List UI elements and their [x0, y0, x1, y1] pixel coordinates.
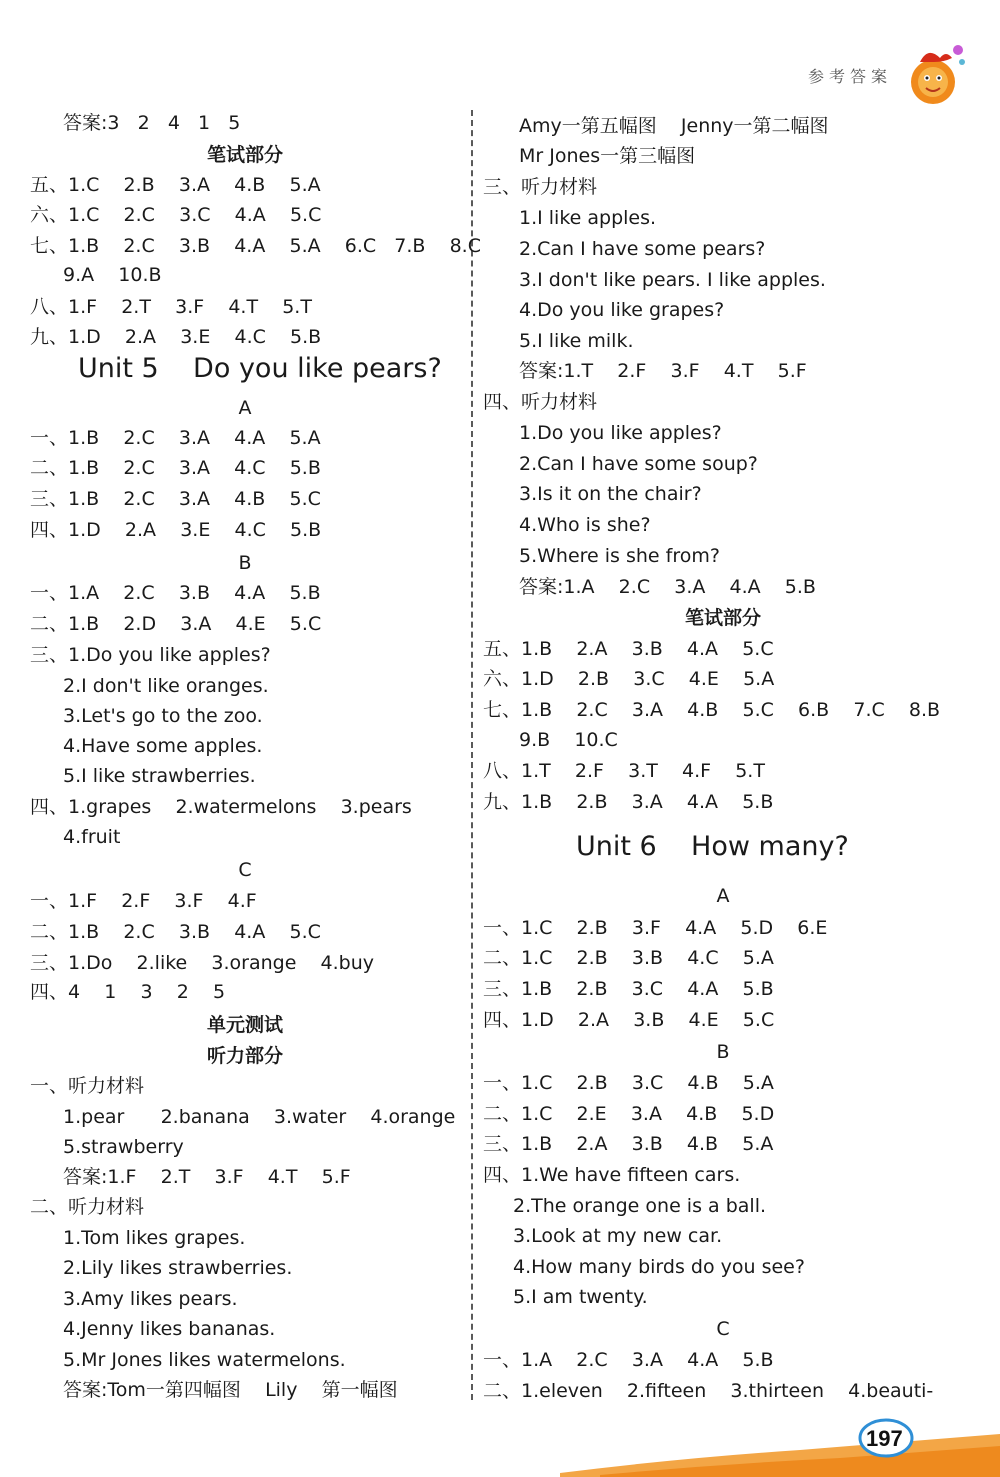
left-line: 八、1.F 2.T 3.F 4.T 5.T [30, 296, 312, 318]
left-line: A [238, 397, 252, 419]
left-line: 一、1.F 2.F 3.F 4.F [30, 890, 257, 912]
left-line: 1.Tom likes grapes. [63, 1227, 246, 1249]
left-line: 二、1.B 2.C 3.B 4.A 5.C [30, 921, 321, 943]
left-line: B [238, 552, 252, 574]
left-line: 一、1.A 2.C 3.B 4.A 5.B [30, 582, 321, 604]
right-line: Mr Jones一第三幅图 [519, 145, 696, 167]
page-number: 197 [866, 1426, 903, 1451]
right-line: 5.I am twenty. [513, 1286, 648, 1308]
right-line: 四、1.We have fifteen cars. [483, 1164, 741, 1186]
unit-title: Unit 5 Do you like pears? [78, 353, 442, 384]
left-line: 答案:3 2 4 1 5 [63, 112, 241, 134]
unit-title: Unit 6 How many? [576, 831, 849, 862]
right-line: 1.I like apples. [519, 207, 657, 229]
left-line: 单元测试 [206, 1014, 283, 1036]
right-line: 三、1.B 2.A 3.B 4.B 5.A [483, 1133, 774, 1155]
right-line: 3.Is it on the chair? [519, 483, 702, 505]
right-line: 3.I don't like pears. I like apples. [519, 269, 826, 291]
right-line: 六、1.D 2.B 3.C 4.E 5.A [483, 668, 775, 690]
right-line: 一、1.A 2.C 3.A 4.A 5.B [483, 1349, 774, 1371]
right-line: 4.Do you like grapes? [519, 299, 725, 321]
left-line: 3.Let's go to the zoo. [63, 705, 263, 727]
left-line: 四、1.D 2.A 3.E 4.C 5.B [30, 519, 322, 541]
right-line: 二、1.C 2.E 3.A 4.B 5.D [483, 1103, 775, 1125]
left-line: 二、1.B 2.C 3.A 4.C 5.B [30, 457, 321, 479]
left-line: 六、1.C 2.C 3.C 4.A 5.C [30, 204, 322, 226]
left-line: 5.Mr Jones likes watermelons. [63, 1349, 346, 1371]
right-line: 答案:1.A 2.C 3.A 4.A 5.B [519, 576, 816, 598]
right-line: Amy一第五幅图 Jenny一第二幅图 [519, 115, 829, 137]
left-line: 3.Amy likes pears. [63, 1288, 238, 1310]
right-line: 笔试部分 [684, 607, 761, 629]
left-line: 三、1.Do 2.like 3.orange 4.buy [30, 952, 375, 974]
column-divider [471, 110, 473, 1400]
right-line: 三、1.B 2.B 3.C 4.A 5.B [483, 978, 774, 1000]
right-line: 2.Can I have some pears? [519, 238, 766, 260]
left-line: 4.Jenny likes bananas. [63, 1318, 276, 1340]
left-line: 笔试部分 [206, 144, 283, 166]
right-line: 三、听力材料 [483, 176, 598, 198]
left-line: 四、4 1 3 2 5 [30, 981, 226, 1003]
left-line: 4.fruit [63, 826, 121, 848]
left-line: 9.A 10.B [63, 264, 162, 286]
header-label: 参考答案 [808, 67, 893, 86]
left-line: 5.strawberry [63, 1136, 184, 1158]
right-line: 四、听力材料 [483, 391, 598, 413]
right-line: 3.Look at my new car. [513, 1225, 723, 1247]
left-line: C [238, 859, 252, 881]
right-line: 一、1.C 2.B 3.C 4.B 5.A [483, 1072, 774, 1094]
right-line: 七、1.B 2.C 3.A 4.B 5.C 6.B 7.C 8.B [483, 699, 941, 721]
left-line: 七、1.B 2.C 3.B 4.A 5.A 6.C 7.B 8.C [30, 235, 481, 257]
left-line: 一、听力材料 [30, 1075, 145, 1097]
left-line: 答案:Tom一第四幅图 Lily 第一幅图 [63, 1379, 398, 1401]
right-line: 二、1.eleven 2.fifteen 3.thirteen 4.beauti- [483, 1380, 934, 1402]
right-line: 九、1.B 2.B 3.A 4.A 5.B [483, 791, 774, 813]
left-line: 五、1.C 2.B 3.A 4.B 5.A [30, 174, 321, 196]
left-line: 1.pear 2.banana 3.water 4.orange [63, 1106, 456, 1128]
right-line: B [716, 1041, 730, 1063]
left-line: 三、1.B 2.C 3.A 4.B 5.C [30, 488, 321, 510]
right-line: 4.How many birds do you see? [513, 1256, 805, 1278]
right-line: 5.I like milk. [519, 330, 634, 352]
left-line: 一、1.B 2.C 3.A 4.A 5.A [30, 427, 321, 449]
left-line: 九、1.D 2.A 3.E 4.C 5.B [30, 326, 322, 348]
left-line: 4.Have some apples. [63, 735, 263, 757]
right-line: 答案:1.T 2.F 3.F 4.T 5.F [519, 360, 807, 382]
left-line: 三、1.Do you like apples? [30, 644, 271, 666]
right-line: 四、1.D 2.A 3.B 4.E 5.C [483, 1009, 775, 1031]
left-line: 5.I like strawberries. [63, 765, 256, 787]
right-line: 八、1.T 2.F 3.T 4.F 5.T [483, 760, 765, 782]
left-line: 听力部分 [206, 1045, 283, 1067]
right-line: 2.The orange one is a ball. [513, 1195, 767, 1217]
left-line: 2.Lily likes strawberries. [63, 1257, 293, 1279]
footer-wave-decoration [560, 1428, 1000, 1477]
left-line: 2.I don't like oranges. [63, 675, 269, 697]
right-line: 二、1.C 2.B 3.B 4.C 5.A [483, 947, 774, 969]
right-line: 五、1.B 2.A 3.B 4.A 5.C [483, 638, 774, 660]
right-line: 9.B 10.C [519, 729, 618, 751]
left-line: 四、1.grapes 2.watermelons 3.pears [30, 796, 412, 818]
right-line: 5.Where is she from? [519, 545, 720, 567]
mascot-icon [900, 40, 970, 110]
right-line: C [716, 1318, 730, 1340]
left-line: 二、听力材料 [30, 1196, 145, 1218]
right-line: 1.Do you like apples? [519, 422, 722, 444]
right-line: 4.Who is she? [519, 514, 651, 536]
right-line: 2.Can I have some soup? [519, 453, 758, 475]
left-line: 二、1.B 2.D 3.A 4.E 5.C [30, 613, 322, 635]
right-line: A [716, 885, 730, 907]
right-line: 一、1.C 2.B 3.F 4.A 5.D 6.E [483, 917, 828, 939]
left-line: 答案:1.F 2.T 3.F 4.T 5.F [63, 1166, 351, 1188]
